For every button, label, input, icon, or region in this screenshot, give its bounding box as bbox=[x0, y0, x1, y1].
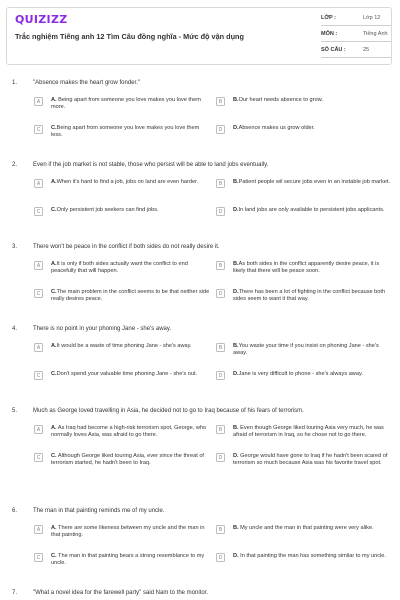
question-text: The man in that painting reminds me of my uncle. bbox=[33, 508, 165, 514]
option-key: A. bbox=[51, 425, 57, 431]
option-letter-box[interactable]: D bbox=[216, 207, 225, 216]
option-key: A. bbox=[51, 261, 57, 267]
option-letter-box[interactable]: B bbox=[216, 97, 225, 106]
meta-class-label: LỚP : bbox=[321, 15, 336, 21]
option-text: D.Jane is very difficult to phone - she's always away. bbox=[233, 371, 363, 377]
option-key: C. bbox=[51, 553, 57, 559]
worksheet-title: Trắc nghiệm Tiếng anh 12 Tìm Câu đồng nghĩa - Mức độ vận dụng bbox=[15, 32, 244, 41]
option-text: C.Being apart from someone you love makes you love them less. bbox=[51, 125, 200, 138]
question-text: Even if the job market is not stable, those who persist will be able to land jobs eventually. bbox=[33, 162, 269, 168]
option-key: D. bbox=[233, 371, 239, 377]
question-number: 2. bbox=[12, 162, 18, 168]
option-key: B. bbox=[233, 261, 239, 267]
option-text: A.When it's hard to find a job, jobs on land are even harder. bbox=[51, 179, 199, 185]
option-letter-box[interactable]: D bbox=[216, 453, 225, 462]
option-text: B.Patient people wil secure jobs even in an instable job market. bbox=[233, 179, 391, 185]
option-text: C. The man in that painting bears a strong resemblance to my uncle. bbox=[51, 553, 205, 566]
meta-count bbox=[321, 44, 391, 58]
quizizz-logo: QUIZIZZ bbox=[15, 13, 68, 26]
question-text: Much as George loved travelling in Asia, he decided not to go to Iraq because of his fears of terrorism. bbox=[33, 408, 304, 414]
option-text: A. There are some likeness between my uncle and the man in that painting. bbox=[51, 525, 205, 538]
option-text: C.Only persistent job seekers can find jobs. bbox=[51, 207, 159, 213]
option-letter-box[interactable]: C bbox=[34, 289, 43, 298]
question-number: 1. bbox=[12, 80, 18, 86]
option-letter-box[interactable]: A bbox=[34, 179, 43, 188]
question-text: "What a novel idea for the farewell party" said Nam to the monitor. bbox=[33, 590, 209, 596]
question-text: There won't be peace in the conflict if both sides do not really desire it. bbox=[33, 244, 220, 250]
option-text: A. As Iraq had become a high-risk terrorism spot, George, who normally loves Asia, was afraid to go there. bbox=[51, 425, 207, 438]
option-key: C. bbox=[51, 289, 57, 295]
option-text: B.Our heart needs absence to grow. bbox=[233, 97, 323, 103]
option-letter-box[interactable]: D bbox=[216, 289, 225, 298]
option-key: A. bbox=[51, 343, 57, 349]
question-number: 5. bbox=[12, 408, 18, 414]
option-text: C.The main problem in the conflict seems to be that neither side really desires peace. bbox=[51, 289, 210, 302]
option-letter-box[interactable]: C bbox=[34, 553, 43, 562]
question-text: "Absence makes the heart grow fonder." bbox=[33, 80, 140, 86]
option-key: C. bbox=[51, 207, 57, 213]
option-letter-box[interactable]: A bbox=[34, 525, 43, 534]
option-text: D.In land jobs are only available to persistent jobs applicants. bbox=[233, 207, 385, 213]
option-letter-box[interactable]: D bbox=[216, 371, 225, 380]
meta-count-value: 25 bbox=[363, 47, 370, 53]
option-text: B. My uncle and the man in that painting were very alike. bbox=[233, 525, 374, 531]
meta-divider bbox=[321, 41, 391, 42]
meta-subject-value: Tiếng Anh bbox=[363, 31, 388, 37]
meta-class bbox=[321, 12, 391, 26]
question-number: 6. bbox=[12, 508, 18, 514]
option-key: B. bbox=[233, 425, 239, 431]
option-letter-box[interactable]: B bbox=[216, 179, 225, 188]
option-text: C.Don't spend your valuable time phoning Jane - she's out. bbox=[51, 371, 198, 377]
option-key: D. bbox=[233, 553, 239, 559]
option-letter-box[interactable]: C bbox=[34, 453, 43, 462]
option-letter-box[interactable]: B bbox=[216, 343, 225, 352]
option-letter-box[interactable]: D bbox=[216, 125, 225, 134]
option-key: D. bbox=[233, 453, 239, 459]
option-letter-box[interactable]: C bbox=[34, 125, 43, 134]
option-key: B. bbox=[233, 97, 239, 103]
option-text: D.There has been a lot of fighting in the conflict because both sides seem to want it that way. bbox=[233, 289, 386, 302]
option-key: C. bbox=[51, 371, 57, 377]
option-key: B. bbox=[233, 343, 239, 349]
option-key: B. bbox=[233, 525, 239, 531]
meta-divider bbox=[321, 57, 391, 58]
meta-subject-label: MÔN : bbox=[321, 31, 338, 37]
question-number: 7. bbox=[12, 590, 18, 596]
option-key: C. bbox=[51, 453, 57, 459]
meta-subject bbox=[321, 28, 391, 42]
option-text: B.As both sides in the conflict apparently desire peace, it is likely that there will be peace soon. bbox=[233, 261, 380, 274]
question-text: There is no point in your phoning Jane - she's away. bbox=[33, 326, 172, 332]
option-text: A. Being apart from someone you love makes you love them more. bbox=[51, 97, 201, 110]
option-letter-box[interactable]: A bbox=[34, 261, 43, 270]
meta-count-label: SỐ CÂU : bbox=[321, 47, 346, 53]
option-letter-box[interactable]: A bbox=[34, 97, 43, 106]
option-text: A.It is only if both sides actually want the conflict to end peacefully that will happen. bbox=[51, 261, 188, 274]
option-letter-box[interactable]: C bbox=[34, 207, 43, 216]
option-letter-box[interactable]: B bbox=[216, 261, 225, 270]
option-text: B. Even though George liked touring Asia very much, he was afraid of terrorism in Iraq, so he chose not to go there. bbox=[233, 425, 384, 438]
question-number: 3. bbox=[12, 244, 18, 250]
option-text: D.Absence makes us grow older. bbox=[233, 125, 315, 131]
question-number: 4. bbox=[12, 326, 18, 332]
option-letter-box[interactable]: A bbox=[34, 343, 43, 352]
option-key: A. bbox=[51, 525, 57, 531]
option-letter-box[interactable]: A bbox=[34, 425, 43, 434]
option-letter-box[interactable]: B bbox=[216, 425, 225, 434]
meta-class-value: Lớp 12 bbox=[363, 15, 381, 21]
option-text: B.You waste your time if you insist on phoning Jane - she's away. bbox=[233, 343, 379, 356]
option-key: D. bbox=[233, 125, 239, 131]
option-text: A.It would be a waste of time phoning Jane - she's away. bbox=[51, 343, 192, 349]
worksheet-header bbox=[6, 7, 392, 65]
option-text: C. Although George liked touring Asia, ever since the threat of terrorism started, he hadn't been to Iraq. bbox=[51, 453, 204, 466]
option-key: D. bbox=[233, 207, 239, 213]
option-key: D. bbox=[233, 289, 239, 295]
option-text: D. George would have gone to Iraq if he hadn't been scared of terrorism so much because Asia was his favorite travel spot. bbox=[233, 453, 388, 466]
option-letter-box[interactable]: D bbox=[216, 553, 225, 562]
option-text: D. In that painting the man has something similar to my uncle. bbox=[233, 553, 386, 559]
option-letter-box[interactable]: C bbox=[34, 371, 43, 380]
option-key: B. bbox=[233, 179, 239, 185]
option-key: C. bbox=[51, 125, 57, 131]
option-letter-box[interactable]: B bbox=[216, 525, 225, 534]
option-key: A. bbox=[51, 179, 57, 185]
meta-divider bbox=[321, 25, 391, 26]
option-key: A. bbox=[51, 97, 57, 103]
